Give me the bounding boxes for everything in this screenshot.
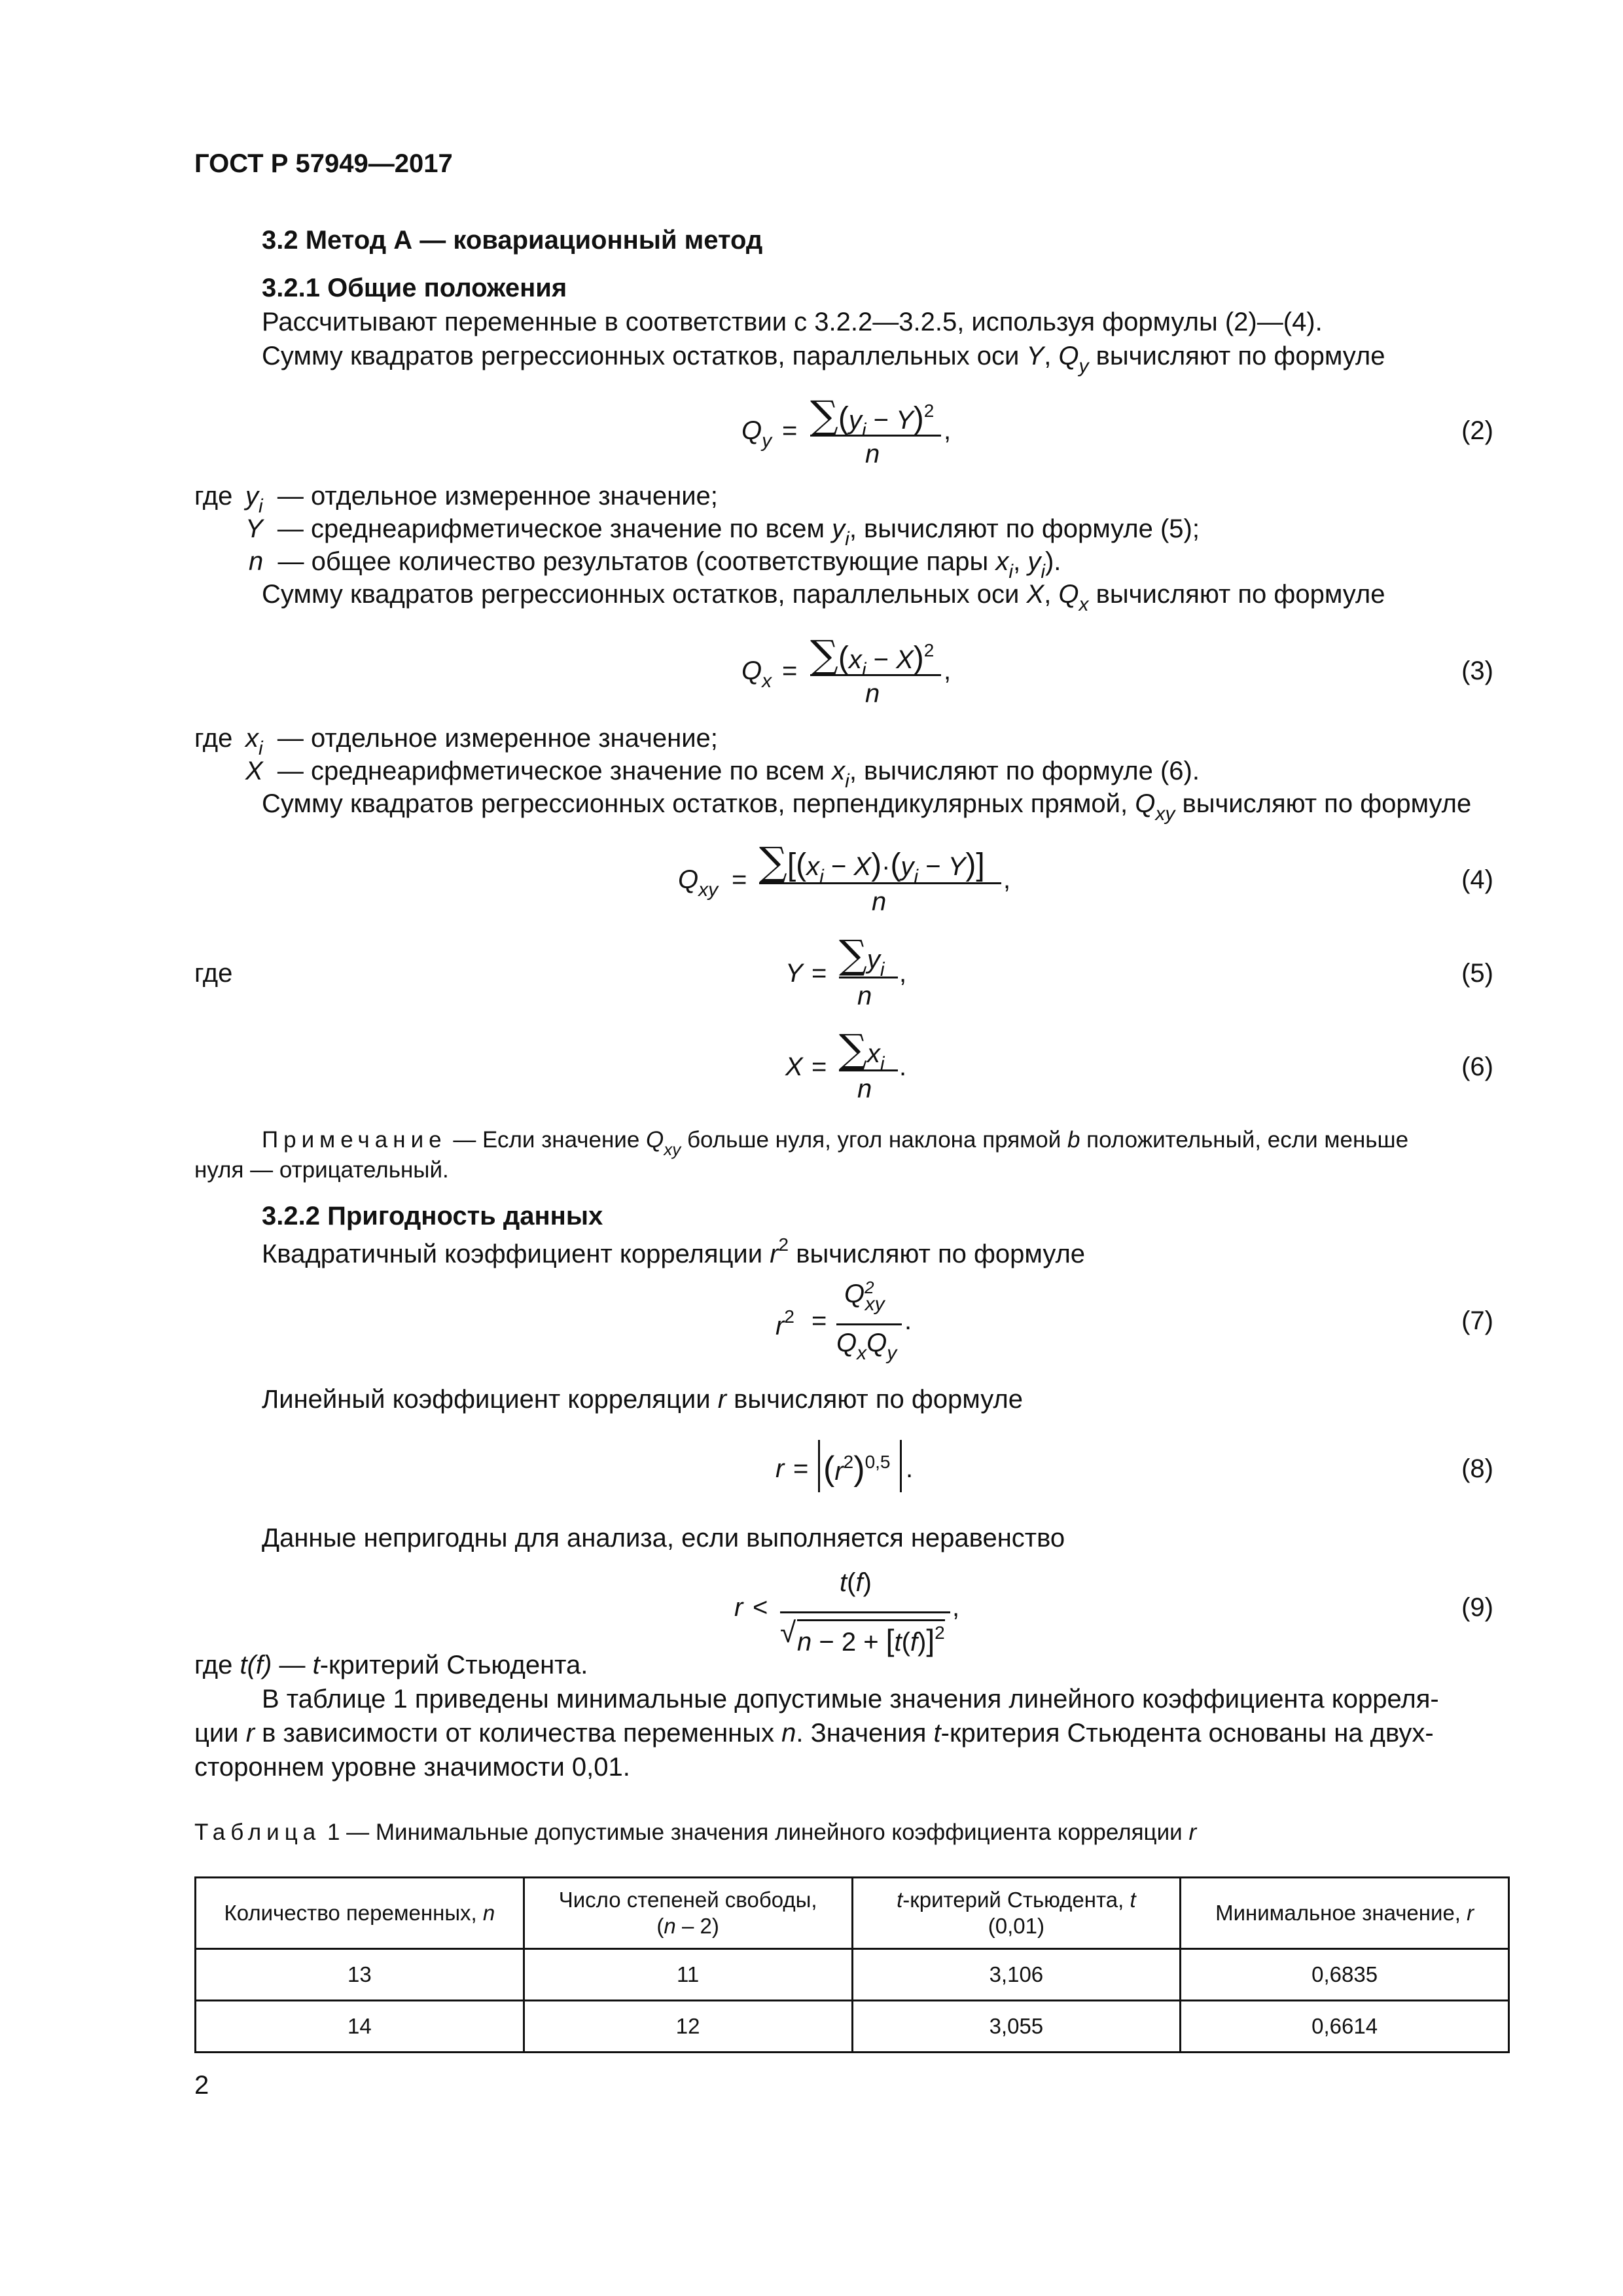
table-row — [196, 1949, 1509, 2001]
table-header-row — [196, 1878, 1509, 1949]
paragraph-qx-intro: Сумму квадратов регрессионных остатков, параллельных оси X, $Q_x$ вычисляют по формуле — [262, 580, 1385, 615]
table-1-caption: Таблица 1 — Минимальные допустимые значения линейного коэффициента корреляции r — [194, 1820, 1197, 1845]
subsection-title-3-2-2: 3.2.2 Пригодность данных — [262, 1202, 603, 1230]
equation-number-3: (3) — [1461, 656, 1493, 685]
document-page: ГОСТ Р 57949—2017 3.2 Метод А — ковариационный метод 3.2.1 Общие положения Рассчитывают переменные в соответствии с 3.2.2—3.2.5, используя формулы (2)—(4). Сумму квадратов регрессионных остатков, параллельных оси Y, $Q_y$ вычисляют по формуле $Q_y$ = $\sum(y_i - Y)^2$ n , (2) где $y_i$ — отдельное измеренное значение; Y — среднеарифметическое значение по всем $y_i$, вычисляют по формуле (5); n — общее количество результатов (соответствующие пары $x_i$, $y_i$). Сумму квадратов регрессионных остатков, параллельных оси X, $Q_x$ вычисляют по формуле $Q_x$ = $\sum(x_i - X)^2$ n , (3) где $x_i$ — отдельное измеренное значение; X — среднеарифметическое значение по всем $x_i$, вычисляют по формуле (6). Сумму квадратов регрессионных остатков, перпендикулярных прямой, $Q_{xy}$ вычисляют по формуле $Q_{xy}$ = $\sum[(x_i - X)\cdot(y_i - Y)]$ n , (4) где Y = $\sum y_i$ n , (5) X = $\sum x_i$ n . (6) Примечание — Если значение $Q_{xy}$ больше нуля, угол наклона прямой b положительный, если меньше нуля — отрицательный. 3.2.2 Пригодность данных Квадратичный коэффициент корреляции $r^2$ вычисляют по формуле $r^2$ = $Q^2_{xy}$ $Q_xQ_y$ . (7) Линейный коэффициент корреляции r вычисляют по формуле r = $(r^2)^{0,5}$ . (8) Данные непригодны для анализа, если выполняется неравенство r < t(f) √ $n - 2 + [t(f)]^2$ , (9) где t(f) — t-критерий Стьюдента. В таблице 1 приведены минимальные допустимые значения линейного коэффициента корреля- ции r в зависимости от количества переменных n. Значения t-критерия Стьюдента основаны на двух- стороннем уровне значимости 0,01. Таблица 1 — Минимальные допустимые значения линейного коэффициента корреляции r Количество переменных, n Число степеней свободы, (n – 2) t-критерий Стьюдента, t (0,01) Минимальное значение, r 13 11 3,106 0,6835 14 12 3,055 0,6614 2 — [0, 0, 1623, 2296]
equation-number-8: (8) — [1461, 1454, 1493, 1483]
where-label-2: где — [194, 724, 233, 753]
paragraph-r-intro: Линейный коэффициент корреляции r вычисляют по формуле — [262, 1385, 1023, 1414]
paragraph-table-intro-2: ции r в зависимости от количества переменных n. Значения t-критерия Стьюдента основаны на двух- — [194, 1719, 1434, 1748]
table-cell: 0,6835 — [1181, 1949, 1509, 2001]
where-label-3: где — [194, 959, 233, 988]
table-1 — [194, 1876, 1510, 2053]
equation-number-2: (2) — [1461, 416, 1493, 445]
equation-number-9: (9) — [1461, 1593, 1493, 1622]
paragraph-3-2-1-intro: Рассчитывают переменные в соответствии с 3.2.2—3.2.5, используя формулы (2)—(4). — [262, 308, 1323, 336]
equation-number-4: (4) — [1461, 865, 1493, 894]
table-header-cell: Количество переменных, n — [196, 1878, 524, 1949]
paragraph-inequality-intro: Данные непригодны для анализа, если выполняется неравенство — [262, 1524, 1065, 1552]
note-line-1: Примечание — Если значение $Q_{xy}$ больше нуля, угол наклона прямой b положительный, если меньше — [262, 1127, 1409, 1159]
subsection-title-3-2-1: 3.2.1 Общие положения — [262, 274, 567, 302]
table-cell: 12 — [524, 2001, 852, 2053]
section-title-3-2: 3.2 Метод А — ковариационный метод — [262, 226, 763, 255]
definition-yi: $y_i$ — отдельное измеренное значение; — [245, 482, 718, 517]
paragraph-r2-intro: Квадратичный коэффициент корреляции $r^2$ вычисляют по формуле — [262, 1234, 1086, 1268]
paragraph-qxy-intro: Сумму квадратов регрессионных остатков, перпендикулярных прямой, $Q_{xy}$ вычисляют по формуле — [262, 789, 1472, 825]
table-cell: 3,055 — [852, 2001, 1181, 2053]
table-header-cell: t-критерий Стьюдента, t (0,01) — [852, 1878, 1181, 1949]
note-line-2: нуля — отрицательный. — [194, 1157, 449, 1183]
where-label-1: где — [194, 482, 233, 511]
equation-number-7: (7) — [1461, 1306, 1493, 1335]
document-header-id: ГОСТ Р 57949—2017 — [194, 149, 453, 178]
definition-t: где t(f) — t-критерий Стьюдента. — [194, 1651, 588, 1679]
definition-Y: Y — среднеарифметическое значение по всем $y_i$, вычисляют по формуле (5); — [245, 514, 1200, 550]
paragraph-table-intro-3: стороннем уровне значимости 0,01. — [194, 1753, 630, 1782]
table-cell: 11 — [524, 1949, 852, 2001]
definition-n: n — общее количество результатов (соответствующие пары $x_i$, $y_i$). — [249, 547, 1061, 583]
definition-X: X — среднеарифметическое значение по всем $x_i$, вычисляют по формуле (6). — [245, 757, 1200, 792]
table-row — [196, 2001, 1509, 2053]
table-cell: 3,106 — [852, 1949, 1181, 2001]
paragraph-qy-intro: Сумму квадратов регрессионных остатков, параллельных оси Y, $Q_y$ вычисляют по формуле — [262, 342, 1385, 377]
paragraph-table-intro-1: В таблице 1 приведены минимальные допустимые значения линейного коэффициента корреля- — [262, 1685, 1439, 1713]
table-header-cell: Число степеней свободы, (n – 2) — [524, 1878, 852, 1949]
equation-number-5: (5) — [1461, 959, 1493, 988]
equation-number-6: (6) — [1461, 1052, 1493, 1081]
table-cell: 0,6614 — [1181, 2001, 1509, 2053]
page-number: 2 — [194, 2071, 209, 2100]
table-cell: 13 — [196, 1949, 524, 2001]
definition-xi: $x_i$ — отдельное измеренное значение; — [245, 724, 718, 759]
table-cell: 14 — [196, 2001, 524, 2053]
table-header-cell: Минимальное значение, r — [1181, 1878, 1509, 1949]
